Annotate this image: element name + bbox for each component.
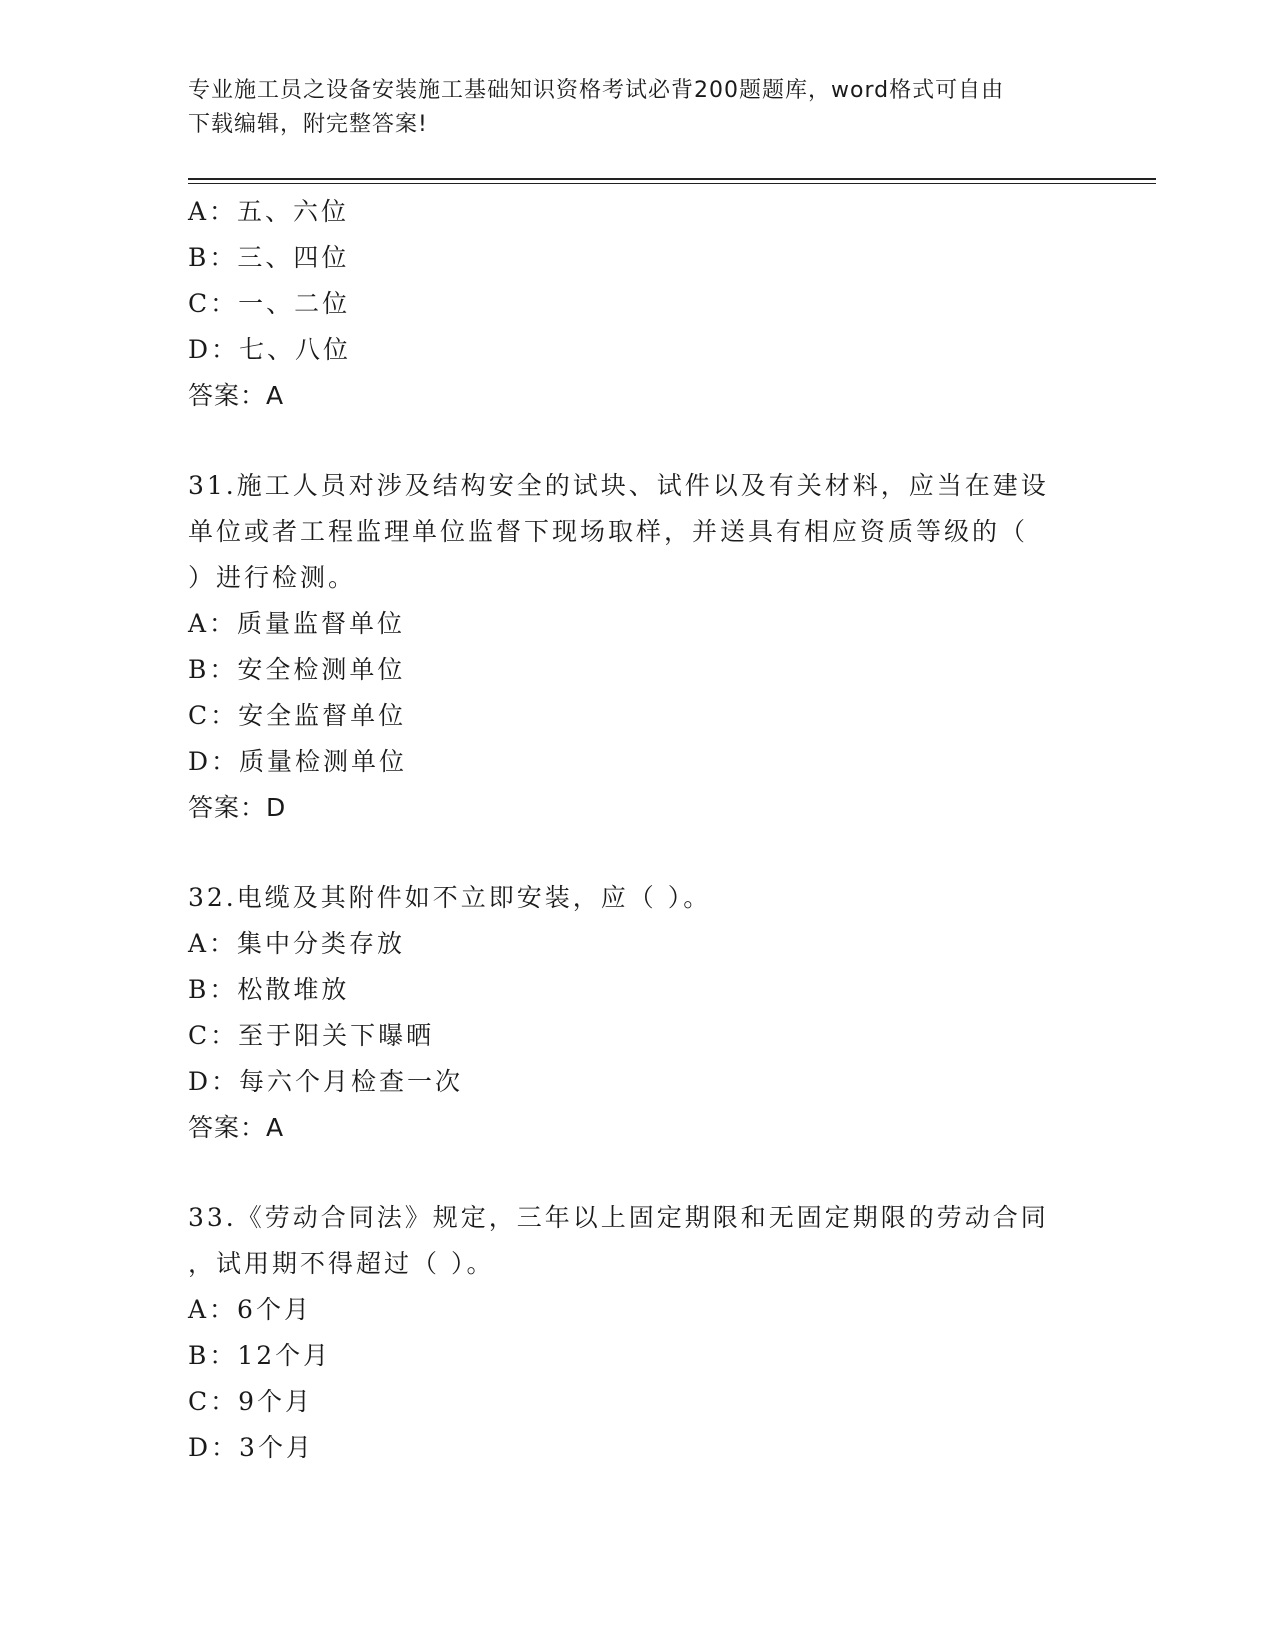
option-c: C：安全监督单位	[188, 701, 407, 730]
option-d: D：3个月	[188, 1433, 314, 1462]
question-33	[188, 1195, 1088, 1471]
option-b: B：松散堆放	[188, 975, 350, 1004]
question-text-line: ）进行检测。	[188, 563, 357, 592]
answer: 答案：D	[188, 793, 287, 822]
header-rule-thin	[188, 183, 1156, 184]
option-b: B：安全检测单位	[188, 655, 406, 684]
option-c: C：至于阳关下曝晒	[188, 1021, 435, 1050]
option-a: A：质量监督单位	[188, 609, 406, 638]
header-line-2: 下载编辑，附完整答案!	[188, 112, 428, 137]
option-a: A：6个月	[188, 1295, 312, 1324]
document-header	[188, 74, 1068, 142]
question-text-line: 32.电缆及其附件如不立即安装，应（ ）。	[188, 883, 712, 912]
question-text-line: 单位或者工程监理单位监督下现场取样，并送具有相应资质等级的（	[188, 517, 1029, 546]
question-list	[188, 189, 1088, 1471]
header-line-1: 专业施工员之设备安装施工基础知识资格考试必背200题题库，word格式可自由	[188, 78, 1005, 103]
question-31	[188, 463, 1088, 831]
question-32	[188, 875, 1088, 1151]
option-b: B：12个月	[188, 1341, 332, 1370]
question-text-line: 31.施工人员对涉及结构安全的试块、试件以及有关材料，应当在建设	[188, 471, 1049, 500]
option-c: C：一、二位	[188, 289, 351, 318]
question-text-line: ，试用期不得超过（ ）。	[188, 1249, 495, 1278]
option-b: B：三、四位	[188, 243, 350, 272]
header-rule-thick	[188, 178, 1156, 180]
answer: 答案：A	[188, 1113, 285, 1142]
question-gap	[188, 1151, 1088, 1195]
option-d: D：质量检测单位	[188, 747, 408, 776]
question-gap	[188, 419, 1088, 463]
option-d: D：七、八位	[188, 335, 352, 364]
answer: 答案：A	[188, 381, 285, 410]
option-d: D：每六个月检查一次	[188, 1067, 464, 1096]
question-30	[188, 189, 1088, 419]
option-a: A：五、六位	[188, 197, 350, 226]
question-gap	[188, 831, 1088, 875]
option-a: A：集中分类存放	[188, 929, 406, 958]
option-c: C：9个月	[188, 1387, 314, 1416]
question-text-line: 33.《劳动合同法》规定，三年以上固定期限和无固定期限的劳动合同	[188, 1203, 1049, 1232]
